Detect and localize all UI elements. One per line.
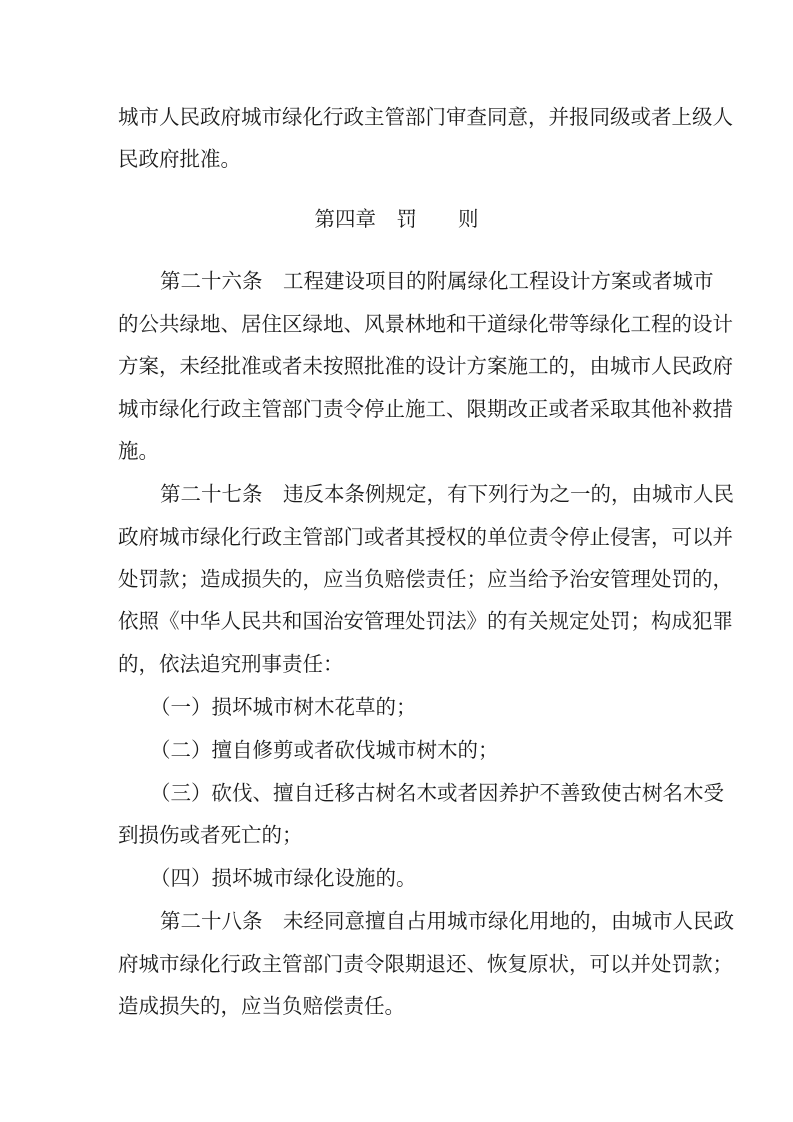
article-28-line: 第二十八条 未经同意擅自占用城市绿化用地的，由城市人民政 xyxy=(160,911,734,933)
article-27-line: 政府城市绿化行政主管部门或者其授权的单位责令停止侵害，可以并 xyxy=(118,527,733,549)
article-27-line: 处罚款；造成损失的，应当负赔偿责任；应当给予治安管理处罚的， xyxy=(118,569,733,591)
list-item: （一）损坏城市树木花草的； xyxy=(150,697,417,719)
article-27-line: 依照《中华人民共和国治安管理处罚法》的有关规定处罚；构成犯罪 xyxy=(118,611,733,633)
article-26-line: 施。 xyxy=(118,441,159,463)
article-26-line: 城市绿化行政主管部门责令停止施工、限期改正或者采取其他补救措 xyxy=(118,399,733,421)
article-28-line: 造成损失的，应当负赔偿责任。 xyxy=(118,996,405,1018)
article-27-line: 第二十七条 违反本条例规定，有下列行为之一的，由城市人民 xyxy=(160,484,734,506)
article-26-line: 的公共绿地、居住区绿地、风景林地和干道绿化带等绿化工程的设计 xyxy=(118,314,733,336)
article-27-line: 的，依法追究刑事责任： xyxy=(118,654,344,676)
list-item-continued: 到损伤或者死亡的； xyxy=(118,825,303,847)
article-28-line: 府城市绿化行政主管部门责令限期退还、恢复原状，可以并处罚款； xyxy=(118,954,733,976)
article-26-line: 第二十六条 工程建设项目的附属绿化工程设计方案或者城市 xyxy=(160,271,714,293)
chapter-title: 第四章 罚 则 xyxy=(314,209,479,231)
list-item: （二）擅自修剪或者砍伐城市树木的； xyxy=(150,740,499,762)
list-item: （四）损坏城市绿化设施的。 xyxy=(150,868,417,890)
text-line: 城市人民政府城市绿化行政主管部门审查同意，并报同级或者上级人 xyxy=(118,107,733,129)
text-line: 民政府批准。 xyxy=(118,149,241,171)
list-item: （三）砍伐、擅自迁移古树名木或者因养护不善致使古树名木受 xyxy=(150,783,724,805)
article-26-line: 方案，未经批准或者未按照批准的设计方案施工的，由城市人民政府 xyxy=(118,356,733,378)
